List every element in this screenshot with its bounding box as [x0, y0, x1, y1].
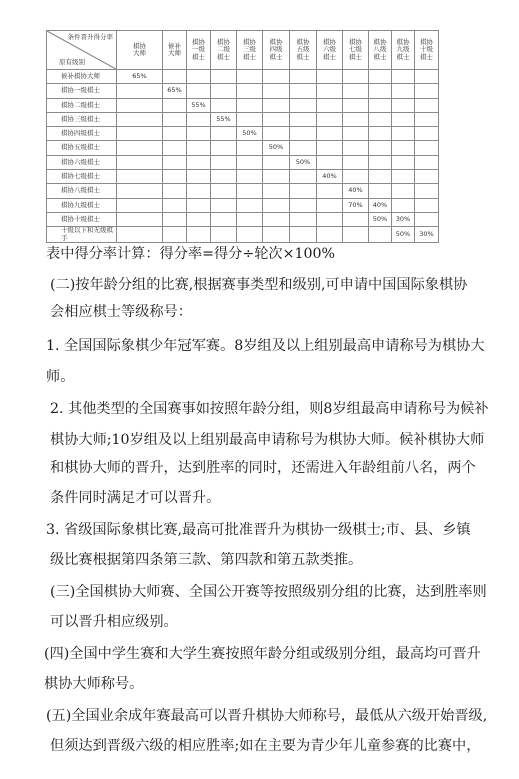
- rate-cell: [187, 141, 211, 155]
- table-row: [47, 141, 439, 155]
- rate-cell: [343, 155, 369, 169]
- column-header-label: 棋协 九级 棋士: [396, 37, 410, 61]
- column-header: [290, 31, 317, 70]
- corner-top-label: 条件晋升得分率: [67, 33, 113, 41]
- rate-cell: [237, 98, 263, 112]
- rate-cell: 65%: [117, 70, 163, 84]
- column-header: [392, 31, 415, 70]
- rate-cell: [263, 170, 290, 184]
- rate-cell: [187, 212, 211, 226]
- rate-cell: [163, 112, 187, 126]
- rate-cell: [392, 198, 415, 212]
- rate-cell: [343, 227, 369, 243]
- paragraph-line: (四)全国中学生赛和大学生赛按照年龄分组或级别分组，最高均可晋升: [44, 646, 481, 662]
- rate-cell: [263, 98, 290, 112]
- column-header: [263, 31, 290, 70]
- rate-cell: [163, 70, 187, 84]
- table-row: [47, 212, 439, 226]
- rate-cell: [211, 170, 237, 184]
- paragraph-line: 师。: [46, 369, 75, 385]
- paragraph-line: 但须达到晋级六级的相应胜率;如在主要为青少年儿童参赛的比赛中，: [50, 738, 481, 754]
- rate-cell: [117, 127, 163, 141]
- rate-cell: [163, 198, 187, 212]
- rate-cell: [163, 155, 187, 169]
- rate-cell: [117, 155, 163, 169]
- rate-cell: [237, 141, 263, 155]
- paragraph-line: (五)全国业余成年赛最高可以晋升棋协大师称号，最低从六级开始晋级,: [46, 708, 488, 724]
- column-header-label: 棋协 二级 棋士: [217, 37, 230, 61]
- rate-cell: [187, 127, 211, 141]
- rate-cell: [290, 212, 317, 226]
- rate-cell: [343, 127, 369, 141]
- row-label: 棋协九级棋士: [47, 198, 117, 212]
- rate-cell: [392, 70, 415, 84]
- rate-cell: [211, 155, 237, 169]
- column-header-label: 棋协 四级 棋士: [269, 37, 283, 61]
- rate-cell: [187, 70, 211, 84]
- rate-cell: [187, 170, 211, 184]
- rate-cell: [117, 84, 163, 98]
- column-header-label: 棋协 五级 棋士: [296, 37, 310, 61]
- rate-cell: [369, 141, 392, 155]
- rate-cell: 55%: [187, 98, 211, 112]
- table-row: [47, 227, 439, 243]
- rate-cell: [117, 112, 163, 126]
- rate-cell: [415, 141, 439, 155]
- column-header: [163, 31, 187, 70]
- rate-cell: [187, 198, 211, 212]
- rate-cell: [369, 227, 392, 243]
- rate-cell: [237, 227, 263, 243]
- rate-cell: [117, 212, 163, 226]
- rate-cell: [187, 184, 211, 198]
- rate-cell: [415, 70, 439, 84]
- column-header: [369, 31, 392, 70]
- rate-cell: [263, 112, 290, 126]
- rate-cell: [263, 84, 290, 98]
- rate-cell: [343, 170, 369, 184]
- column-header: [211, 31, 237, 70]
- rate-cell: [117, 227, 163, 243]
- column-header: [187, 31, 211, 70]
- column-header: [317, 31, 343, 70]
- rate-cell: 50%: [392, 227, 415, 243]
- row-label: 棋协八级棋士: [47, 184, 117, 198]
- rate-cell: [392, 127, 415, 141]
- rate-cell: 40%: [343, 184, 369, 198]
- rate-cell: [290, 141, 317, 155]
- rate-cell: [343, 141, 369, 155]
- rate-cell: [290, 84, 317, 98]
- rate-cell: [343, 212, 369, 226]
- table-row: [47, 98, 439, 112]
- table-corner-cell: [47, 31, 117, 70]
- row-label: 棋协三级棋士: [47, 112, 117, 126]
- rate-cell: [290, 198, 317, 212]
- rate-cell: [237, 84, 263, 98]
- rate-cell: 40%: [317, 170, 343, 184]
- rate-cell: [237, 170, 263, 184]
- paragraph-line: (二)按年龄分组的比赛,根据赛事类型和级别,可申请中国国际象棋协: [50, 277, 468, 293]
- rate-cell: [415, 98, 439, 112]
- rate-cell: [211, 141, 237, 155]
- formula-line: 表中得分率计算：得分率=得分÷轮次×100%: [46, 246, 336, 262]
- rate-cell: [343, 84, 369, 98]
- column-header-label: 棋协 十级 棋士: [420, 37, 433, 61]
- table-row: [47, 170, 439, 184]
- rate-cell: [117, 170, 163, 184]
- rate-cell: [369, 170, 392, 184]
- rate-cell: [211, 184, 237, 198]
- rate-cell: [290, 112, 317, 126]
- rate-cell: [415, 184, 439, 198]
- rate-cell: [163, 127, 187, 141]
- row-label: 棋协一级棋士: [47, 84, 117, 98]
- row-label: 棋协二级棋士: [47, 98, 117, 112]
- table-header-row: [47, 31, 439, 70]
- rate-cell: [237, 198, 263, 212]
- rate-cell: [392, 184, 415, 198]
- rate-cell: [392, 84, 415, 98]
- rate-cell: [187, 155, 211, 169]
- rate-cell: [237, 212, 263, 226]
- row-label: 棋协五级棋士: [47, 141, 117, 155]
- rate-cell: 50%: [290, 155, 317, 169]
- rate-cell: [237, 184, 263, 198]
- rate-cell: [117, 141, 163, 155]
- rate-cell: [290, 70, 317, 84]
- paragraph-line: (三)全国棋协大师赛、全国公开赛等按照级别分组的比赛，达到胜率则: [50, 584, 487, 600]
- rate-cell: 50%: [369, 212, 392, 226]
- table-row: [47, 84, 439, 98]
- rate-cell: 50%: [237, 127, 263, 141]
- paragraph-line: 和棋协大师的晋升，达到胜率的同时，还需进入年龄组前八名，两个: [50, 460, 476, 476]
- rate-cell: [369, 112, 392, 126]
- column-header: [415, 31, 439, 70]
- row-label: 棋协十级棋士: [47, 212, 117, 226]
- rate-cell: [317, 141, 343, 155]
- rate-cell: [187, 84, 211, 98]
- rate-cell: [415, 112, 439, 126]
- paragraph-line: 1. 全国国际象棋少年冠军赛。8岁组及以上组别最高申请称号为棋协大: [46, 338, 485, 354]
- rate-cell: [211, 98, 237, 112]
- rate-cell: [237, 112, 263, 126]
- corner-bottom-label: 原有级别: [59, 57, 85, 66]
- rate-cell: [415, 212, 439, 226]
- rate-cell: [211, 84, 237, 98]
- rate-cell: [369, 98, 392, 112]
- rate-cell: [263, 198, 290, 212]
- rate-cell: [369, 155, 392, 169]
- table-row: [47, 112, 439, 126]
- rate-cell: [163, 98, 187, 112]
- rate-cell: [211, 212, 237, 226]
- rate-cell: [343, 112, 369, 126]
- rate-cell: [369, 84, 392, 98]
- rate-cell: [290, 184, 317, 198]
- rate-cell: 30%: [415, 227, 439, 243]
- column-header-label: 棋协 一级 棋士: [192, 37, 205, 61]
- rate-cell: [317, 198, 343, 212]
- table-row: [47, 198, 439, 212]
- rate-cell: [237, 155, 263, 169]
- rate-cell: [415, 198, 439, 212]
- promotion-table-grid: [46, 30, 439, 243]
- column-header-label: 棋协 七级 棋士: [349, 37, 362, 61]
- rate-cell: [263, 70, 290, 84]
- table-row: [47, 70, 439, 84]
- rate-cell: [369, 70, 392, 84]
- paragraph-line: 棋协大师称号。: [44, 676, 144, 692]
- rate-cell: [369, 184, 392, 198]
- rate-cell: [317, 127, 343, 141]
- promotion-rate-table: [46, 30, 439, 243]
- row-label: 棋协六级棋士: [47, 155, 117, 169]
- rate-cell: [211, 198, 237, 212]
- rate-cell: [290, 227, 317, 243]
- rate-cell: 55%: [211, 112, 237, 126]
- rate-cell: [343, 70, 369, 84]
- rate-cell: [211, 227, 237, 243]
- rate-cell: [415, 127, 439, 141]
- rate-cell: [163, 227, 187, 243]
- rate-cell: [117, 198, 163, 212]
- rate-cell: [317, 112, 343, 126]
- rate-cell: [317, 70, 343, 84]
- rate-cell: [163, 184, 187, 198]
- table-row: [47, 184, 439, 198]
- column-header-label: 候补 大师: [168, 41, 181, 57]
- rate-cell: 50%: [263, 141, 290, 155]
- row-label: 候补棋协大师: [47, 70, 117, 84]
- rate-cell: [263, 127, 290, 141]
- row-label: 十级以下和无级棋手: [47, 227, 117, 243]
- column-header: [117, 31, 163, 70]
- column-header-label: 棋协 大师: [133, 41, 146, 57]
- paragraph-line: 可以晋升相应级别。: [50, 614, 178, 630]
- column-header-label: 棋协 三级 棋士: [243, 37, 256, 61]
- rate-cell: [117, 184, 163, 198]
- rate-cell: 40%: [369, 198, 392, 212]
- row-label: 棋协四级棋士: [47, 127, 117, 141]
- rate-cell: [263, 155, 290, 169]
- column-header: [343, 31, 369, 70]
- rate-cell: [263, 227, 290, 243]
- rate-cell: [317, 184, 343, 198]
- rate-cell: [263, 184, 290, 198]
- rate-cell: [415, 170, 439, 184]
- rate-cell: [392, 98, 415, 112]
- column-header-label: 棋协 八级 棋士: [373, 37, 387, 61]
- rate-cell: [263, 212, 290, 226]
- table-row: [47, 155, 439, 169]
- rate-cell: [290, 98, 317, 112]
- paragraph-line: 会相应棋士等级称号：: [50, 304, 192, 320]
- rate-cell: [392, 141, 415, 155]
- rate-cell: [211, 127, 237, 141]
- rate-cell: [211, 70, 237, 84]
- column-header: [237, 31, 263, 70]
- rate-cell: [163, 170, 187, 184]
- rate-cell: 65%: [163, 84, 187, 98]
- rate-cell: [317, 212, 343, 226]
- rate-cell: 30%: [392, 212, 415, 226]
- paragraph-line: 3. 省级国际象棋比赛,最高可批准晋升为棋协一级棋士;市、县、乡镇: [46, 522, 471, 538]
- column-header-label: 棋协 六级 棋士: [323, 37, 336, 61]
- paragraph-line: 条件同时满足才可以晋升。: [50, 490, 221, 506]
- rate-cell: [415, 84, 439, 98]
- rate-cell: [237, 70, 263, 84]
- rate-cell: 70%: [343, 198, 369, 212]
- rate-cell: [187, 227, 211, 243]
- rate-cell: [117, 98, 163, 112]
- rate-cell: [415, 155, 439, 169]
- paragraph-line: 2. 其他类型的全国赛事如按照年龄分组，则8岁组最高申请称号为候补: [50, 401, 489, 417]
- table-row: [47, 127, 439, 141]
- rate-cell: [317, 155, 343, 169]
- rate-cell: [187, 112, 211, 126]
- paragraph-line: 棋协大师;10岁组及以上组别最高申请称号为棋协大师。候补棋协大师: [50, 432, 485, 448]
- rate-cell: [163, 141, 187, 155]
- rate-cell: [369, 127, 392, 141]
- rate-cell: [392, 112, 415, 126]
- rate-cell: [317, 227, 343, 243]
- rate-cell: [317, 98, 343, 112]
- rate-cell: [343, 98, 369, 112]
- rate-cell: [290, 127, 317, 141]
- rate-cell: [317, 84, 343, 98]
- rate-cell: [392, 155, 415, 169]
- paragraph-line: 级比赛根据第四条第三款、第四款和第五款类推。: [50, 552, 363, 568]
- row-label: 棋协七级棋士: [47, 170, 117, 184]
- rate-cell: [163, 212, 187, 226]
- rate-cell: [392, 170, 415, 184]
- rate-cell: [290, 170, 317, 184]
